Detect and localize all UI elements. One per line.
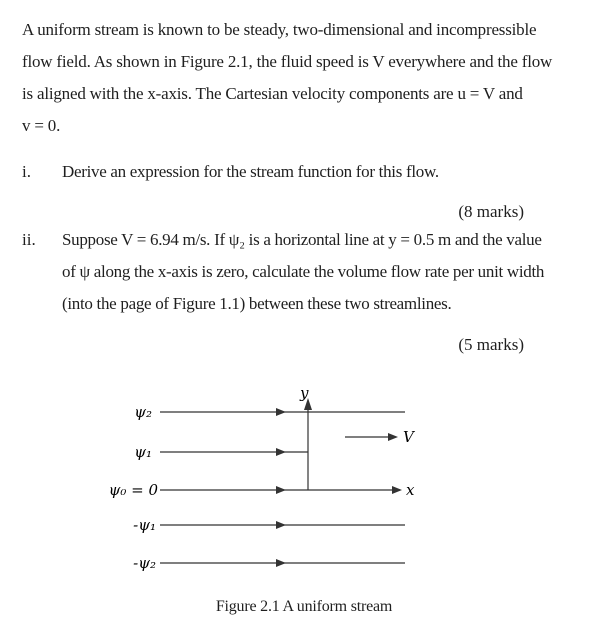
question-i-number: i. bbox=[22, 162, 31, 181]
question-ii-line-2: of ψ along the x-axis is zero, calculate the volume flow rate per unit width bbox=[62, 262, 545, 281]
label-neg-psi2: -ψ₂ bbox=[133, 554, 156, 572]
streamline-neg-psi1 bbox=[160, 521, 405, 529]
label-psi2: ψ₂ bbox=[134, 403, 152, 421]
label-psi1: ψ₁ bbox=[134, 443, 152, 461]
label-x-axis: x bbox=[406, 481, 415, 499]
diagram-svg bbox=[100, 380, 430, 580]
question-ii-line-3: (into the page of Figure 1.1) between these two streamlines. bbox=[62, 294, 452, 313]
question-i-text: Derive an expression for the stream function for this flow. bbox=[62, 162, 439, 181]
intro-line-1: A uniform stream is known to be steady, two-dimensional and incompressible bbox=[22, 20, 537, 39]
problem-intro bbox=[22, 14, 553, 142]
question-ii-marks: (5 marks) bbox=[458, 335, 524, 354]
uniform-stream-diagram bbox=[100, 380, 430, 580]
intro-line-2: flow field. As shown in Figure 2.1, the fluid speed is V everywhere and the flow bbox=[22, 52, 553, 71]
label-neg-psi1: -ψ₁ bbox=[133, 516, 156, 534]
intro-line-4: v = 0. bbox=[22, 116, 61, 135]
streamline-psi1 bbox=[160, 448, 308, 456]
question-ii-line-1: Suppose V = 6.94 m/s. If ψ₂ is a horizontal line at y = 0.5 m and the value bbox=[62, 230, 542, 249]
label-y-axis: y bbox=[300, 384, 309, 402]
streamline-psi0 bbox=[160, 486, 308, 494]
question-i-marks: (8 marks) bbox=[458, 202, 524, 221]
streamline-psi2 bbox=[160, 408, 405, 416]
x-axis bbox=[308, 486, 402, 494]
velocity-arrow bbox=[345, 433, 398, 441]
intro-line-3: is aligned with the x-axis. The Cartesian velocity components are u = V and bbox=[22, 84, 523, 103]
question-ii-number: ii. bbox=[22, 230, 36, 249]
figure-caption: Figure 2.1 A uniform stream bbox=[215, 598, 393, 615]
label-velocity: V bbox=[403, 428, 414, 446]
label-psi0: ψ₀ = 0 bbox=[108, 481, 158, 499]
streamline-neg-psi2 bbox=[160, 559, 405, 567]
